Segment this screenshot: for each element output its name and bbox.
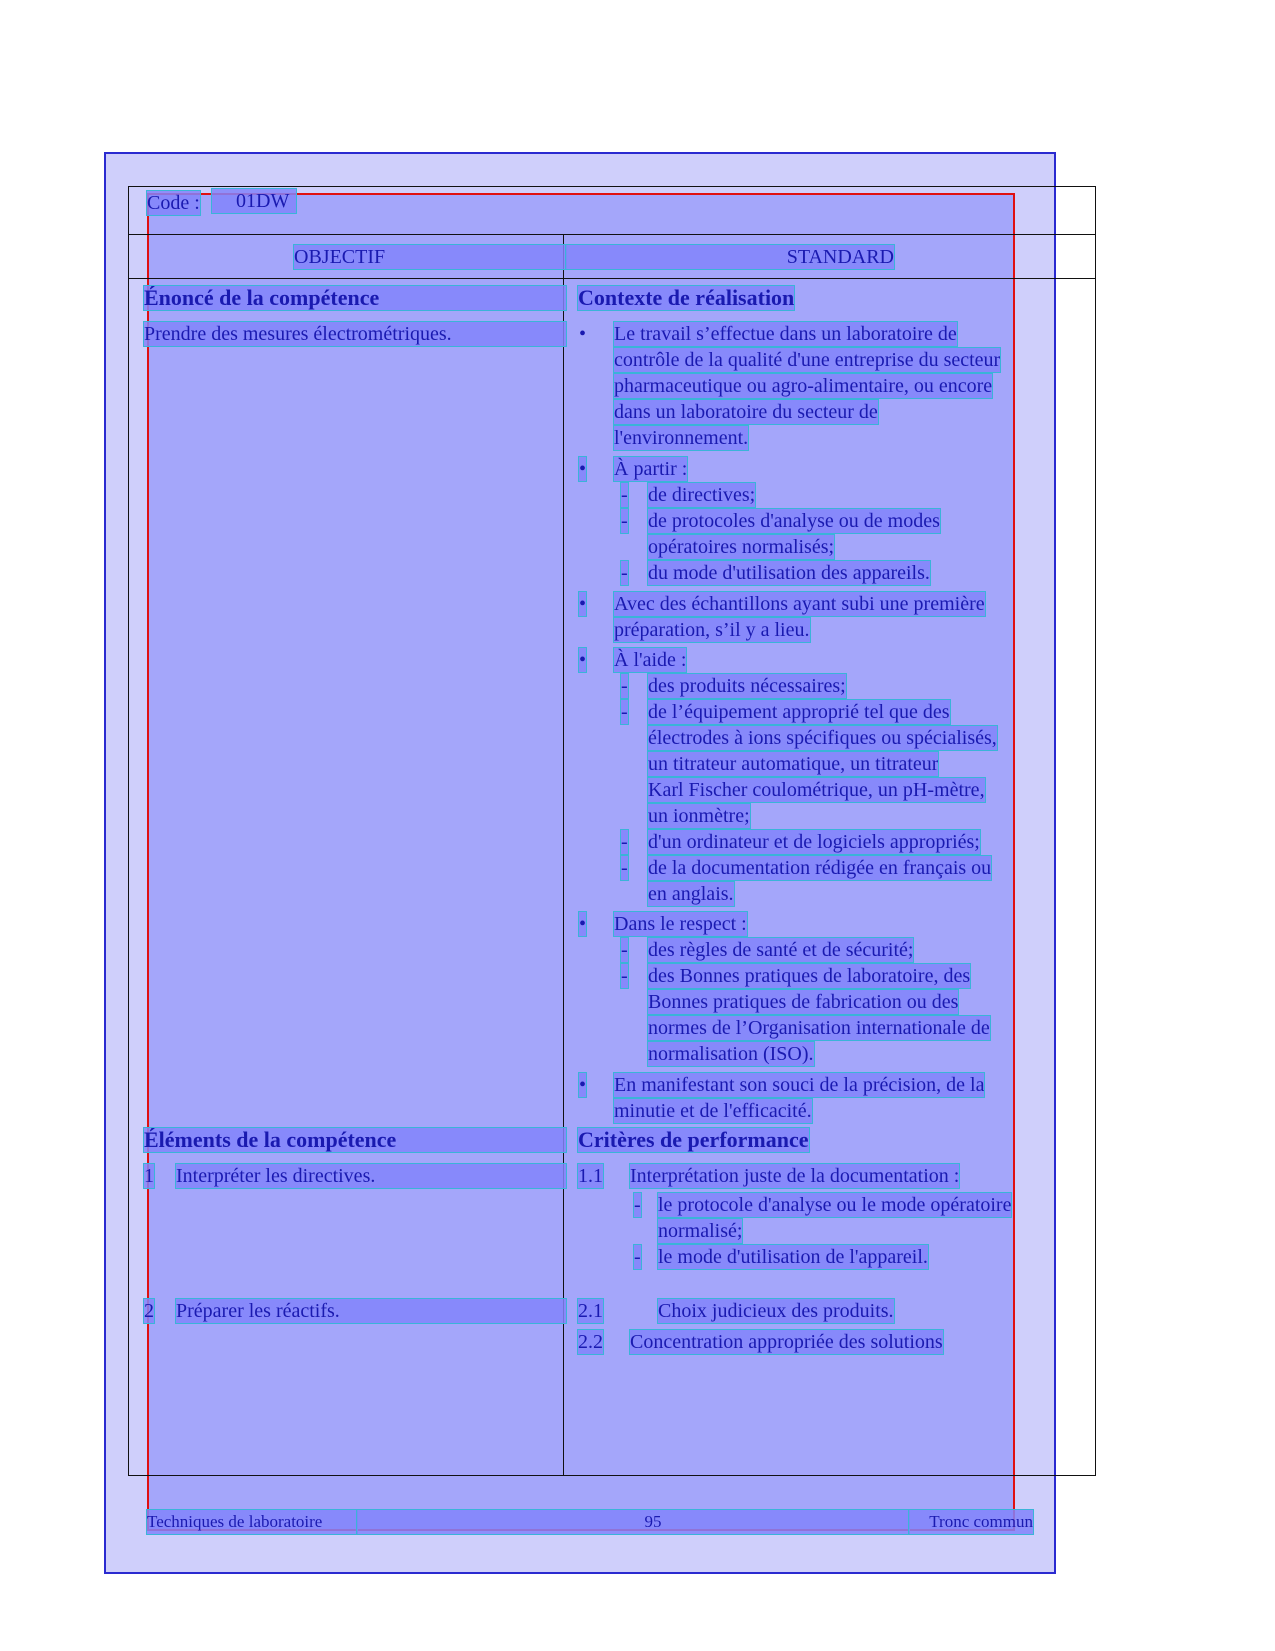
dash-marker: - [621, 510, 628, 532]
contexte-line: pharmaceutique ou agro-alimentaire, ou encore [614, 375, 993, 397]
header-standard: STANDARD [566, 245, 894, 269]
element-text: Interpréter les directives. [176, 1164, 566, 1188]
table-column-divider [563, 234, 564, 1476]
contexte-line: des Bonnes pratiques de laboratoire, des [648, 965, 971, 987]
contexte-line: opératoires normalisés; [648, 536, 835, 558]
dash-marker: - [634, 1246, 641, 1268]
dash-marker: - [621, 484, 628, 506]
contexte-line: Karl Fischer coulométrique, un pH-mètre, [648, 779, 985, 801]
contexte-line: minutie et de l'efficacité. [614, 1100, 812, 1122]
code-value: 01DW [212, 189, 296, 213]
contexte-line: contrôle de la qualité d'une entreprise du secteur [614, 349, 1001, 371]
contexte-line: À partir : [614, 458, 688, 480]
critere-text: Concentration appropriée des solutions [630, 1331, 943, 1353]
footer-left: Techniques de laboratoire [147, 1510, 357, 1534]
contexte-line: normes de l’Organisation internationale de [648, 1017, 990, 1039]
contexte-line: électrodes à ions spécifiques ou spécialisés, [648, 727, 997, 749]
contexte-line: de protocoles d'analyse ou de modes [648, 510, 940, 532]
critere-number: 2.1 [578, 1300, 603, 1322]
contexte-line: des produits nécessaires; [648, 675, 846, 697]
contexte-line: de l’équipement approprié tel que des [648, 701, 950, 723]
contexte-line: À l'aide : [614, 649, 687, 671]
contexte-line: en anglais. [648, 883, 734, 905]
contexte-line: Le travail s’effectue dans un laboratoire de [614, 323, 957, 345]
element-number: 1 [144, 1165, 154, 1187]
contexte-line: des règles de santé et de sécurité; [648, 939, 914, 961]
critere-text: Choix judicieux des produits. [658, 1300, 894, 1322]
bullet-4: • [579, 649, 587, 671]
bullet-6: • [579, 1074, 587, 1096]
contexte-line: En manifestant son souci de la précision, de la [614, 1074, 985, 1096]
contexte-line: Bonnes pratiques de fabrication ou des [648, 991, 959, 1013]
header-objectif: OBJECTIF [294, 245, 566, 269]
element-text: Préparer les réactifs. [176, 1299, 566, 1323]
contexte-line: d'un ordinateur et de logiciels appropriés; [648, 831, 980, 853]
bullet-5: • [579, 913, 587, 935]
dash-marker: - [621, 675, 628, 697]
code-label: Code : [147, 192, 200, 214]
contexte-line: de la documentation rédigée en français ou [648, 857, 992, 879]
table-rule-top [128, 234, 1096, 235]
critere-number: 2.2 [578, 1331, 603, 1353]
elements-title: Éléments de la compétence [144, 1128, 566, 1152]
bullet-1: • [579, 323, 587, 345]
critere-text: normalisé; [658, 1220, 743, 1242]
enonce-title: Énoncé de la compétence [144, 286, 566, 310]
enonce-text: Prendre des mesures électrométriques. [144, 322, 566, 346]
criteres-title: Critères de performance [578, 1127, 809, 1152]
contexte-line: normalisation (ISO). [648, 1043, 814, 1065]
critere-text: le protocole d'analyse ou le mode opératoire [658, 1194, 1012, 1216]
contexte-line: Avec des échantillons ayant subi une première [614, 593, 985, 615]
dash-marker: - [621, 965, 628, 987]
contexte-line: de directives; [648, 484, 756, 506]
contexte-line: Dans le respect : [614, 913, 747, 935]
footer-right: Tronc commun [909, 1510, 1033, 1534]
contexte-line: du mode d'utilisation des appareils. [648, 562, 930, 584]
bullet-2: • [579, 458, 587, 480]
contexte-line: un titrateur automatique, un titrateur [648, 753, 939, 775]
footer-page-number: 95 [357, 1510, 909, 1534]
dash-marker: - [621, 939, 628, 961]
dash-marker: - [621, 857, 628, 879]
contexte-title: Contexte de réalisation [578, 285, 795, 310]
dash-marker: - [621, 831, 628, 853]
table-rule-header [128, 278, 1096, 279]
dash-marker: - [621, 562, 628, 584]
critere-text: le mode d'utilisation de l'appareil. [658, 1246, 928, 1268]
dash-marker: - [621, 701, 628, 723]
dash-marker: - [634, 1194, 641, 1216]
critere-text: Interprétation juste de la documentation : [630, 1165, 960, 1187]
critere-number: 1.1 [578, 1165, 603, 1187]
bullet-3: • [579, 593, 587, 615]
contexte-line: l'environnement. [614, 427, 749, 449]
element-number: 2 [144, 1300, 154, 1322]
contexte-line: préparation, s’il y a lieu. [614, 619, 810, 641]
contexte-line: un ionmètre; [648, 805, 750, 827]
contexte-line: dans un laboratoire du secteur de [614, 401, 878, 423]
